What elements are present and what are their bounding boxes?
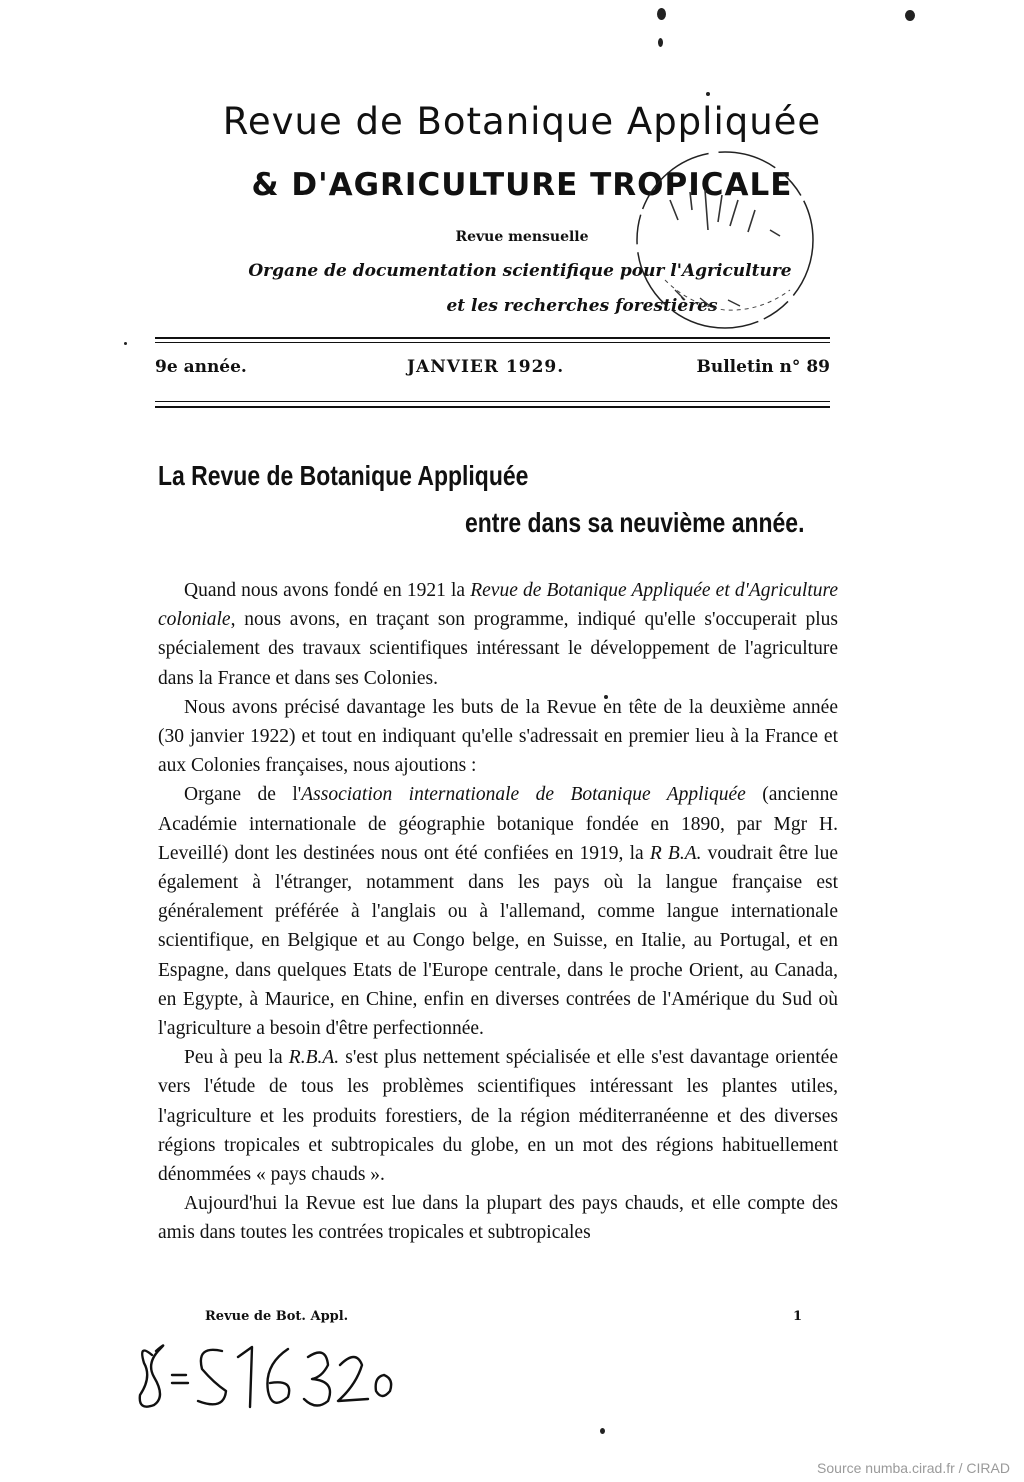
article-body <box>158 576 838 1248</box>
paragraph: Aujourd'hui la Revue est lue dans la plupart des pays chauds, et elle compte des amis dans toutes les contrées tropicales et subtropicales <box>158 1193 838 1244</box>
issue-info-bar <box>155 357 830 383</box>
header-rule-bottom <box>155 406 830 408</box>
page-number: 1 <box>793 1309 803 1324</box>
paragraph <box>158 780 838 1043</box>
journal-frequency: Revue mensuelle <box>455 229 589 245</box>
paragraph: Nous avons précisé davantage les buts de la Revue en tête de la deuxième année (30 janvier 1922) et tout en indiquant qu'elle s'adressait en premier lieu à la France et aux Colonies françaises, nous ajoutions : <box>158 696 838 777</box>
abbreviation-italic: R.B.A. <box>288 1047 340 1069</box>
paragraph-text: s'est plus nettement spécialisée et elle s'est davantage orientée vers l'étude de tous les problèmes scientifiques intéressant les plantes utiles, l'agriculture et les produits forestiers, de la région méditerranéenne et des diverses régions tropicales et subtropicales du globe, en un mot des régions habituellement dénommées « pays chauds ». <box>158 1047 838 1186</box>
article-title: La Revue de Botanique Appliquée <box>158 460 529 491</box>
paragraph-text: , nous avons, en traçant son programme, indiqué qu'elle s'occuperait plus spécialement des travaux scientifiques intéressant le développement de l'agriculture dans la France et dans ses Colonies. <box>158 609 838 689</box>
handwritten-shelfmark-icon <box>130 1335 400 1415</box>
paragraph-text: voudrait être lue également à l'étranger, notamment dans les pays où la langue française est généralement préférée à l'anglais ou à l'allemand, comme langue internationale scientifique, en Belgique et au Congo belge, en Suisse, en Italie, au Portugal, et en Espagne, dans quelques Etats de l'Europe centrale, dans le proche Orient, au Canada, en Egypte, à Maurice, en Chine, enfin en diverses contrées de l'Amérique du Sud où l'agriculture a besoin d'être perfectionnée. <box>158 842 839 1040</box>
scan-speck <box>706 92 710 96</box>
scan-speck <box>905 10 915 21</box>
paragraph <box>158 576 838 693</box>
journal-subtitle-title: & D'AGRICULTURE TROPICALE <box>251 167 793 203</box>
journal-name-italic: Revue de Botanique Appliquée et d'Agriculture coloniale <box>158 580 839 631</box>
paragraph-text: Quand nous avons fondé en 1921 la <box>184 580 471 601</box>
paragraph-text: (ancienne Académie internationale de géographie botanique fondée en 1890, par Mgr H. Leveillé) dont les destinées nous ont été confiées en 1919, la <box>158 784 838 864</box>
paragraph-text: Organe de l' <box>184 784 302 806</box>
library-stamp-icon <box>630 140 830 340</box>
scan-speck <box>658 38 663 47</box>
abbreviation-italic: R B.A. <box>649 842 702 864</box>
running-footer-title: Revue de Bot. Appl. <box>205 1309 349 1324</box>
scan-speck <box>600 1428 605 1434</box>
paragraph-text: Peu à peu la <box>184 1047 289 1069</box>
source-credit: Source numba.cirad.fr / CIRAD <box>817 1460 1010 1476</box>
issue-date: JANVIER 1929. <box>407 357 565 377</box>
association-name-italic: Association internationale de Botanique Appliquée <box>301 784 746 806</box>
journal-description: Organe de documentation scientifique pour l'Agriculture <box>248 261 792 281</box>
journal-title: Revue de Botanique Appliquée <box>222 100 822 143</box>
bulletin-number: Bulletin n° 89 <box>696 357 830 377</box>
journal-description-continued: et les recherches forestières <box>446 296 718 316</box>
article-title-continued: entre dans sa neuvième année. <box>465 507 805 538</box>
scan-speck <box>124 342 127 345</box>
header-rule-top-thin <box>155 342 830 343</box>
header-rule-top <box>155 337 830 339</box>
header-rule-bottom-thin <box>155 401 830 402</box>
scan-speck <box>657 8 666 20</box>
volume-year: 9e année. <box>155 357 247 377</box>
paragraph <box>158 1043 838 1189</box>
